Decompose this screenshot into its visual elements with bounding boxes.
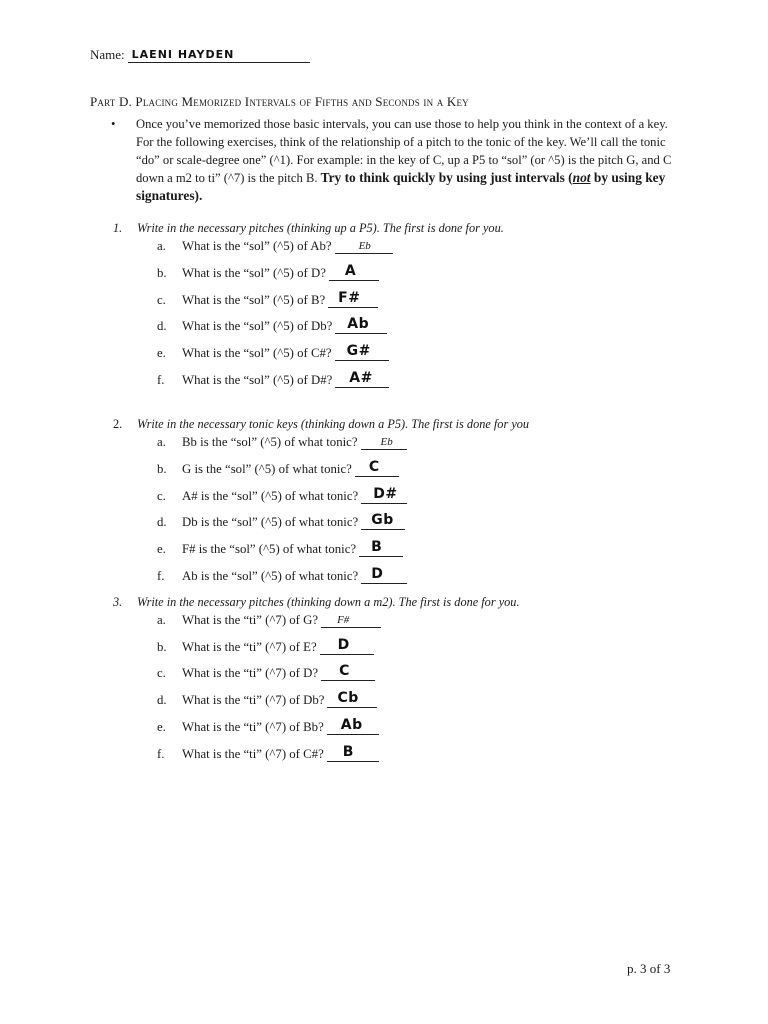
answer-blank[interactable] [335, 318, 387, 334]
answer-blank[interactable] [361, 488, 407, 504]
answer-blank[interactable] [355, 461, 399, 477]
answer-blank[interactable] [327, 719, 379, 735]
question-item: d. What is the “ti” (^7) of Db? Cb [157, 692, 377, 708]
intro-text: Once you’ve memorized those basic intervals, you can use those to help you think in the context of a key. For the following exercises, think of the relationship of a pitch to the tonic of the key. We’ll call the tonic “do” or scale-degree one” (^1). For example: in the key of C, up a P5 to “sol” (or ^5) is the pitch G, and C down a m2 to ti” (^7) is the pitch B. [136, 117, 672, 185]
answer-blank[interactable] [335, 238, 393, 254]
handwritten-answer: G# [346, 343, 371, 359]
handwritten-answer: C [339, 663, 350, 679]
question-item: e. What is the “sol” (^5) of C#? G# [157, 345, 389, 361]
handwritten-answer: Gb [371, 512, 394, 528]
intro-emphasis: Try to think quickly by using just intervals (not by using key signatures). [136, 170, 666, 203]
answer-blank[interactable] [321, 665, 375, 681]
handwritten-answer: C [368, 459, 380, 475]
name-row [90, 46, 310, 63]
answer-blank[interactable] [361, 514, 405, 530]
question-item: b. G is the “sol” (^5) of what tonic? C [157, 461, 399, 477]
question-item: f. What is the “sol” (^5) of D#? A# [157, 372, 389, 388]
answer-blank[interactable] [329, 265, 379, 281]
question-item: e. What is the “ti” (^7) of Bb? Ab [157, 719, 379, 735]
question-item: a. What is the “ti” (^7) of G? F# [157, 612, 381, 628]
section-heading: 1. Write in the necessary pitches (thinking up a P5). The first is done for you. [113, 221, 504, 235]
handwritten-answer: D# [373, 486, 398, 502]
example-answer: Eb [358, 240, 371, 252]
question-item: f. Ab is the “sol” (^5) of what tonic? D [157, 568, 407, 584]
section-heading: 2. Write in the necessary tonic keys (thinking down a P5). The first is done for you [113, 417, 530, 431]
name-field[interactable] [128, 46, 310, 63]
handwritten-answer: B [342, 744, 354, 760]
handwritten-answer: D [337, 637, 350, 653]
answer-blank[interactable] [328, 292, 378, 308]
question-item: c. A# is the “sol” (^5) of what tonic? D# [157, 488, 407, 504]
question-item: a. What is the “sol” (^5) of Ab? Eb [157, 238, 393, 254]
answer-blank[interactable] [335, 345, 389, 361]
handwritten-answer: Ab [340, 717, 363, 733]
answer-blank[interactable] [359, 541, 403, 557]
name-label: Name: [90, 47, 125, 62]
example-answer: Eb [380, 436, 393, 448]
question-item: d. Db is the “sol” (^5) of what tonic? Gb [157, 514, 405, 530]
bullet-icon: • [111, 117, 116, 131]
question-item: b. What is the “sol” (^5) of D? A [157, 265, 379, 281]
question-item: b. What is the “ti” (^7) of E? D [157, 639, 374, 655]
name-value: LAENI HAYDEN [131, 48, 235, 61]
page-number: p. 3 of 3 [627, 961, 671, 976]
question-item: c. What is the “ti” (^7) of D? C [157, 665, 375, 681]
example-answer: F# [337, 614, 350, 626]
answer-blank[interactable] [321, 612, 381, 628]
answer-blank[interactable] [320, 639, 374, 655]
handwritten-answer: Cb [337, 690, 359, 706]
handwritten-answer: A [344, 263, 357, 279]
handwritten-answer: F# [338, 290, 361, 306]
handwritten-answer: Ab [347, 316, 370, 332]
question-item: f. What is the “ti” (^7) of C#? B [157, 746, 379, 762]
handwritten-answer: D [371, 566, 384, 582]
question-item: e. F# is the “sol” (^5) of what tonic? B [157, 541, 403, 557]
question-item: c. What is the “sol” (^5) of B? F# [157, 292, 378, 308]
handwritten-answer: A# [349, 370, 373, 386]
answer-blank[interactable] [327, 692, 377, 708]
part-title: Part D. Placing Memorized Intervals of Fifths and Seconds in a Key [90, 94, 469, 109]
answer-blank[interactable] [361, 568, 407, 584]
answer-blank[interactable] [361, 434, 407, 450]
intro-paragraph [136, 115, 678, 205]
intro-bullet [111, 115, 678, 205]
answer-blank[interactable] [327, 746, 379, 762]
question-item: d. What is the “sol” (^5) of Db? Ab [157, 318, 387, 334]
answer-blank[interactable] [335, 372, 389, 388]
handwritten-answer: B [371, 539, 383, 555]
section-heading: 3. Write in the necessary pitches (thinking down a m2). The first is done for you. [113, 595, 520, 609]
question-item: a. Bb is the “sol” (^5) of what tonic? Eb [157, 434, 407, 450]
